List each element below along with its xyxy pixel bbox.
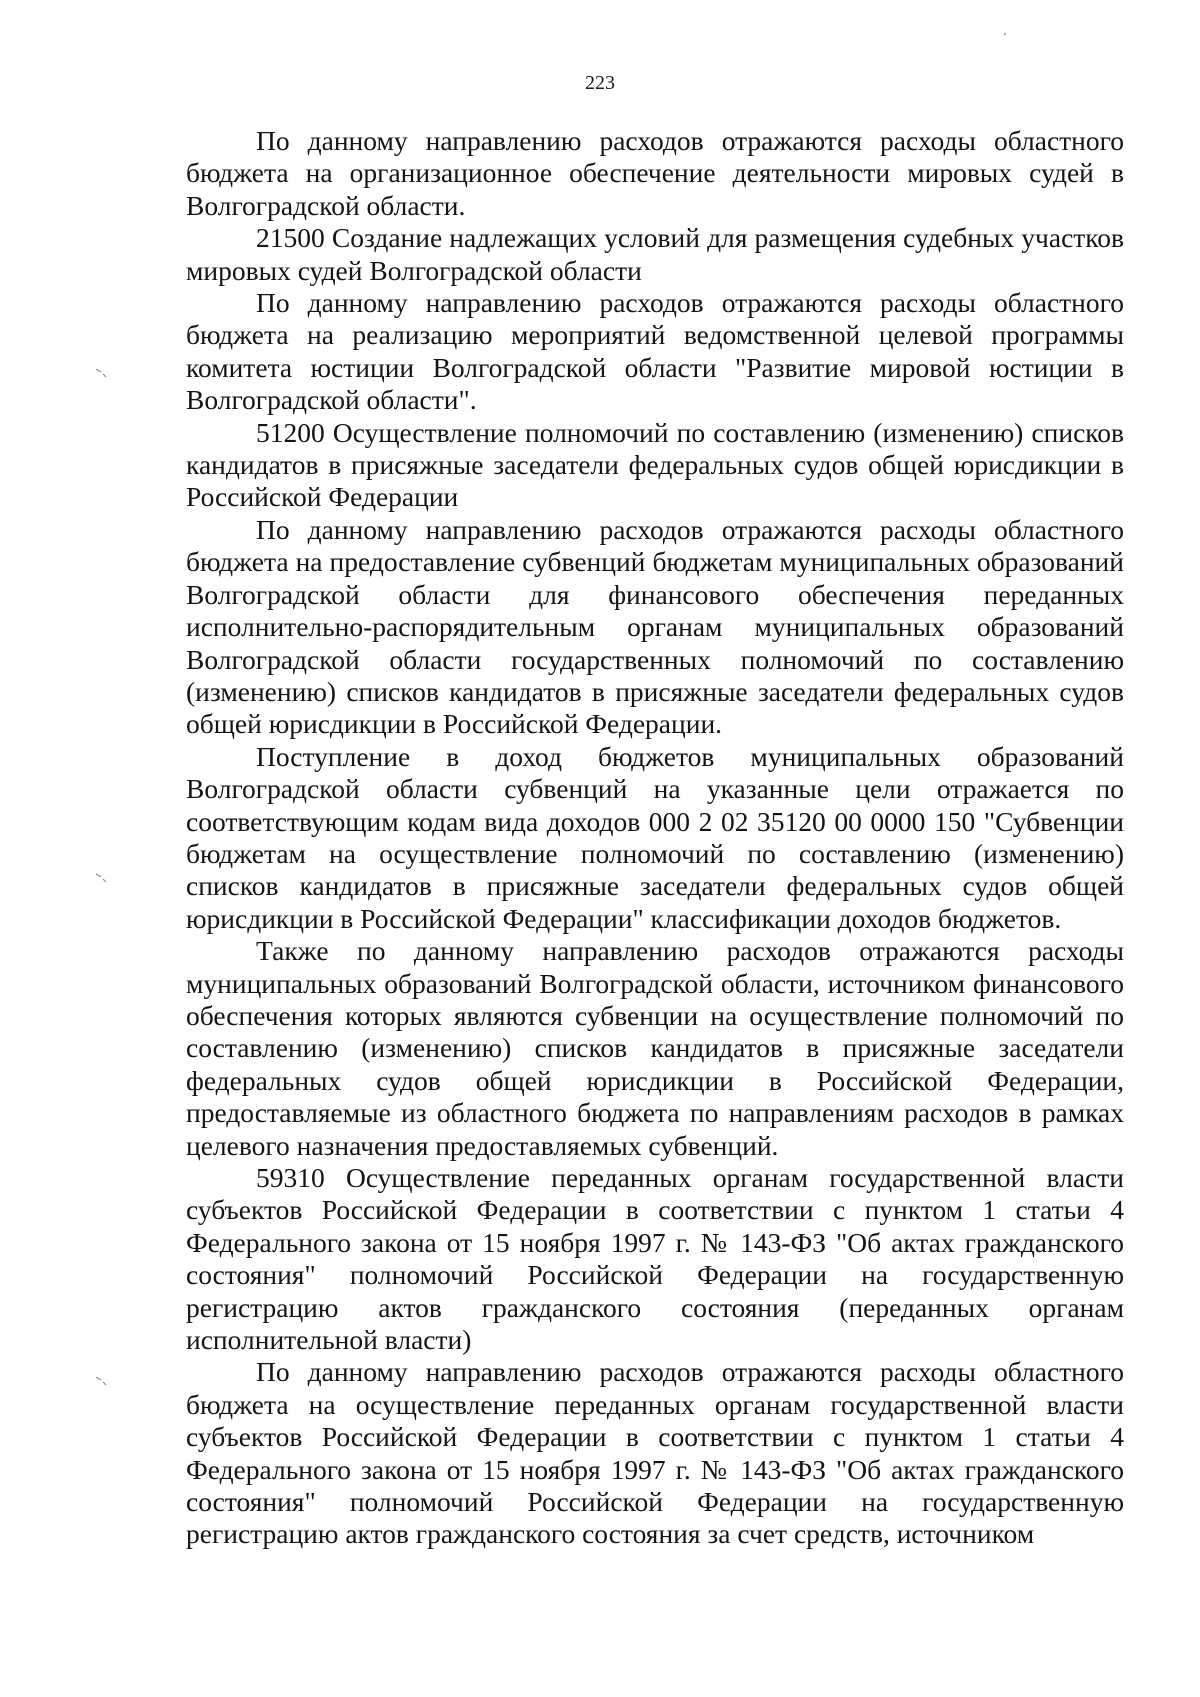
page-number: 223 (585, 72, 615, 94)
paragraph: По данному направлению расходов отражаются расходы областного бюджета на предоставление субвенций бюджетам муниципальных образований Волгоградской области для финансового обеспечения переданных исполнительно-распорядительным органам муниципальных образований Волгоградской области государственных полномочий по составлению (изменению) списков кандидатов в присяжные заседатели федеральных судов общей юрисдикции в Российской Федерации. (186, 513, 1124, 740)
paragraph: По данному направлению расходов отражаются расходы областного бюджета на организационное обеспечение деятельности мировых судей в Волгоградской области. (186, 125, 1124, 221)
scan-mark (96, 368, 108, 378)
section-heading: 21500 Создание надлежащих условий для размещения судебных участков мировых судей Волгоградской области (186, 222, 1124, 286)
paragraph: Также по данному направлению расходов отражаются расходы муниципальных образований Волгоградской области, источником финансового обеспечения которых являются субвенции на осуществление полномочий по составлению (изменению) списков кандидатов в присяжные заседатели федеральных судов общей юрисдикции в Российской Федерации, предоставляемые из областного бюджета по направлениям расходов в рамках целевого назначения предоставляемых субвенций. (186, 935, 1124, 1161)
paragraph: Поступление в доход бюджетов муниципальных образований Волгоградской области субвенций на указанные цели отражается по соответствующим кодам вида доходов 000 2 02 35120 00 0000 150 "Субвенции бюджетам на осуществление полномочий по составлению (изменению) списков кандидатов в присяжные заседатели федеральных судов общей юрисдикции в Российской Федерации" классификации доходов бюджетов. (186, 740, 1124, 934)
scan-mark (96, 873, 108, 883)
paragraph: По данному направлению расходов отражаются расходы областного бюджета на осуществление переданных органам государственной власти субъектов Российской Федерации в соответствии с пунктом 1 статьи 4 Федерального закона от 15 ноября 1997 г. № 143-ФЗ "Об актах гражданского состояния" полномочий Российской Федерации на государственную регистрацию актов гражданского состояния за счет средств, источником (186, 1356, 1124, 1550)
paragraph: По данному направлению расходов отражаются расходы областного бюджета на реализацию мероприятий ведомственной целевой программы комитета юстиции Волгоградской области "Развитие мировой юстиции в Волгоградской области". (186, 287, 1124, 416)
scan-speck (1004, 33, 1006, 35)
section-heading: 59310 Осуществление переданных органам государственной власти субъектов Российской Федерации в соответствии с пунктом 1 статьи 4 Федерального закона от 15 ноября 1997 г. № 143-ФЗ "Об актах гражданского состояния" полномочий Российской Федерации на государственную регистрацию актов гражданского состояния (переданных органам исполнительной власти) (186, 1162, 1124, 1356)
document-body (186, 125, 1124, 1551)
scan-mark (96, 1376, 108, 1386)
section-heading: 51200 Осуществление полномочий по составлению (изменению) списков кандидатов в присяжные заседатели федеральных судов общей юрисдикции в Российской Федерации (186, 416, 1124, 513)
